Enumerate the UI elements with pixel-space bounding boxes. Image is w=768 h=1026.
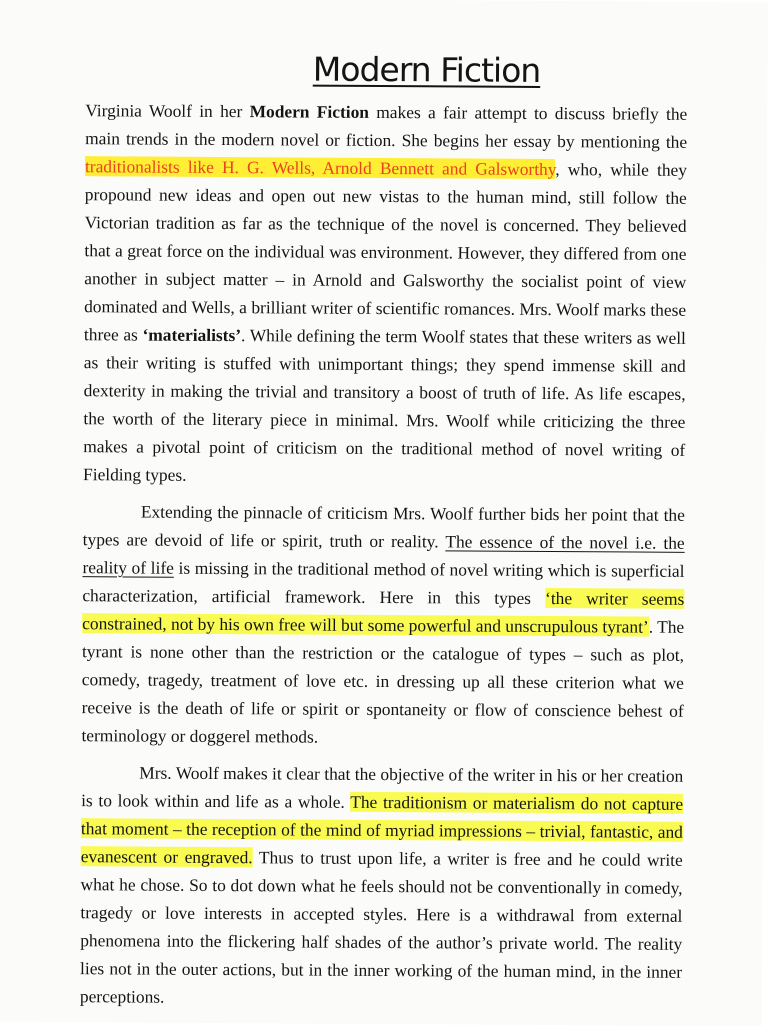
underlined-text: The essence of the novel i.e. the reality of life bbox=[82, 531, 685, 578]
highlighted-text: ‘the writer seems constrained, not by his own free will but some powerful and unscrupulous tyrant’ bbox=[82, 587, 685, 637]
bold-text: ‘materialists’ bbox=[142, 324, 242, 346]
paragraph-text: makes a fair attempt to discuss briefly the main trends in the modern novel or fiction. She begins her essay by mentioning the bbox=[85, 101, 688, 152]
highlighted-text: The traditionism or materialism do not capture that moment – the reception of the mind of myriad impressions – trivial, fantastic, and evanescent or engraved. bbox=[80, 791, 684, 868]
paragraph-text: Mrs. Woolf makes it clear that the objective of the writer in his or her creation is to look within and life as a whole. bbox=[81, 762, 684, 812]
paragraph-text: , who, while they propound new ideas and open out new vistas to the human mind, still follow the Victorian tradition as far as the technique of the novel is concerned. They believed that a great force on the individual was environment. However, they differed from one another in subject matter – in Arnold and Galsworthy the socialist point of view dominated and Wells, a brilliant writer of scientific romances. Mrs. Woolf marks these three as bbox=[83, 159, 688, 345]
paragraph-1 bbox=[83, 96, 687, 492]
page-title bbox=[85, 46, 687, 94]
highlighted-text: traditionalists like H. G. Wells, Arnold Bennett and Galsworthy bbox=[84, 156, 556, 180]
paragraph-2 bbox=[81, 497, 685, 753]
paragraph-text: Virginia Woolf in her bbox=[85, 100, 250, 122]
page-title-text: Modern Fiction bbox=[312, 49, 541, 90]
paragraph-3 bbox=[80, 758, 684, 1014]
bold-text: Modern Fiction bbox=[249, 101, 370, 122]
paragraph-text: . The tyrant is none other than the restriction or the catalogue of types – such as plot, comedy, tragedy, treatment of love etc. in dressing up all these criterion what we receive is the death of life or spirit or spontaneity or flow of conscience behest of terminology or doggerel methods. bbox=[81, 616, 685, 747]
paragraph-text: Extending the pinnacle of criticism Mrs. Woolf further bids her point that the types are devoid of life or spirit, truth or reality. bbox=[82, 501, 685, 552]
paragraph-text: . While defining the term Woolf states that these writers as well as their writing is stuffed with unimportant things; they spend immense skill and dexterity in making the trivial and transitory a boost of truth of life. As life escapes, the worth of the literary piece in minimal. Mrs. Woolf while criticizing the three makes a pivotal point of criticism on the traditional method of novel writing of Fielding types. bbox=[83, 325, 686, 485]
paragraph-text: Thus to trust upon life, a writer is free and he could write what he chose. So to dot down what he feels should not be conventionally in comedy, tragedy or love interests in accepted styles. Here is a withdrawal from external phenomena into the flickering half shades of the author’s private world. The reality lies not in the outer actions, but in the inner working of the human mind, in the inner perceptions. bbox=[79, 847, 683, 1007]
paragraph-text: is missing in the traditional method of novel writing which is superficial characterization, artificial framework. Here in this types bbox=[82, 557, 685, 608]
